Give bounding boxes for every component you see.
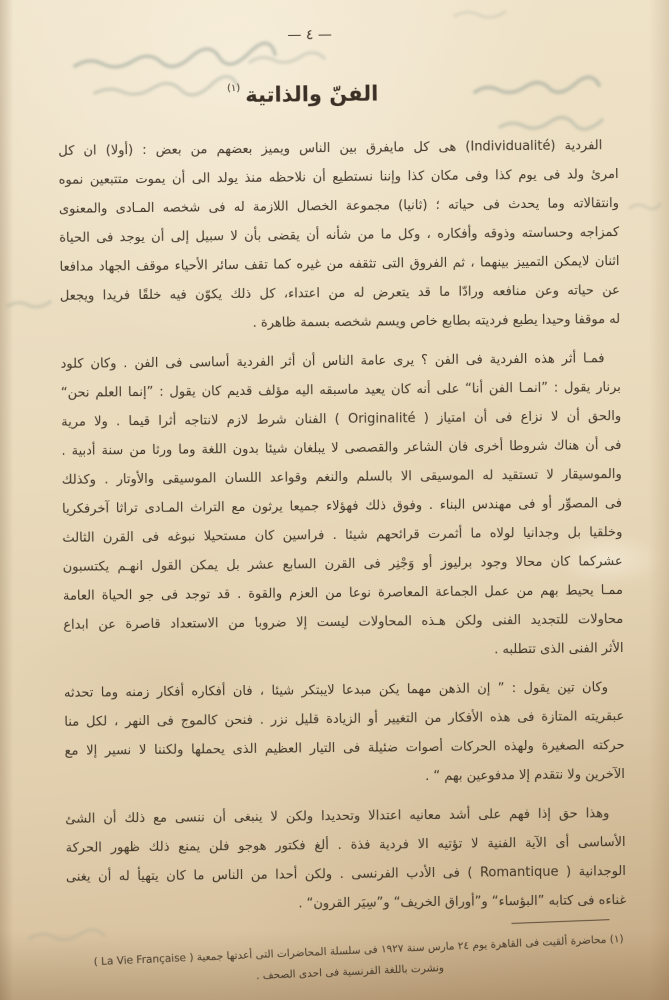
text-line: فى أن هناك شروطا أخرى فان الشاعر والقصصى لا يبلغان شيئا بدون اللغة وما ورثا من سنة أدبية .: [61, 437, 622, 459]
text-line: حركته الصغيرة ولهذه الحركات أصوات ضئيلة فى التيار العظيم الذى يحملها ولكننا لا نسير إلا مع: [64, 737, 625, 759]
text-line: غناءه فى كتابه ”البؤساء“ و”أوراق الخريف“ و”سِيَر القرون“ .: [298, 892, 627, 912]
text-line: محاولات للتجديد الفنى ولكن هـذه المحاولات ليست إلا ضروبا من الاستعداد قاصرة عن ابداع: [63, 611, 624, 633]
text-line: امرئ ولد فى يوم كذا وفى مكان كذا وإننا نستطيع أن نلاحظه منذ يولد الى أن يموت متتبعين نموه: [58, 167, 619, 188]
text-line: وكان تين يقول : ” إن الذهن مهما يكن مبدعا لايبتكر شيئا ، فان أفكاره أفكار زمنه وما تحدثه: [63, 680, 609, 701]
page-title-text: الفنّ والذاتية: [245, 81, 379, 107]
text-line: وخلقيا بل وجدانيا لولاه ما أثمرت قرائحهم شيئا . فراسين كان مستحيلا نبوغه فى القرن الثالث: [62, 524, 623, 546]
paragraph: [65, 799, 626, 921]
text-line: والموسيقار لا تستقيد له الموسيقى الا بالسلم والنغم وقواعد اللسان الموسيقى والأوتار . وكذلك: [61, 466, 622, 488]
text-line: عبقريته المتازة فى هذه الأفكار من التغيير أو الزيادة قليل نزر . فنحن كالموج فى النهر ، لكل منا: [64, 708, 625, 730]
paragraph: [64, 673, 625, 795]
body-text: [58, 131, 626, 931]
text-line: الأساسى أى الآية الفنية لا تؤتيه الا فردية فذة . ألغ فكتور هوجو فلن يمنع ذلك ظهور الحركة: [65, 834, 626, 856]
text-line: الأثر الفنى الذى تتطلبه .: [494, 640, 624, 658]
text-line: كمزاجه وحساسته وذوقه وأفكاره ، وكل ما من شأنه أن يقضى بأن لا سبيل إلى أن يوجد فى الحياة: [59, 225, 620, 246]
paragraph: [58, 131, 620, 340]
page-number: — ٤ —: [287, 27, 332, 44]
text-line: اثنان لايمكن التمييز بينهما ، ثم الفروق التى تثقفه من غيره كما تقف سائر الأحياء موقف الجهاد مدافعا: [59, 254, 620, 275]
text-line: وهذا حق إذا فهم على أشد معانيه اعتدالا وتحديدا ولكن لا ينبغى أن ننسى مع ذلك أن الشئ: [65, 806, 610, 827]
text-line: برنار يقول : ”انمـا الفن أنا“ على أنه كان يعيد ماسبقه اليه مؤلف قديم كان يقول : ”إنما العلم نحن“: [60, 379, 621, 401]
footnote-line: ونشرت باللغة الفرنسية فى احدى الصحف .: [255, 961, 445, 983]
title-footnote-marker: (١): [226, 82, 241, 95]
paragraph: [60, 344, 623, 669]
text-line: فى المصوِّر أو فى مهندس البناء . وفوق ذلك فهؤلاء جميعا يرثون مع التراث المـادى تراثا آخرفكريا: [62, 495, 623, 517]
text-line: وانتقالاته وما يحدث فى حياته ؛ (ثانيا) مجموعة الخصال اللازمة له فى شخصه المـادى والمعنوى: [58, 196, 619, 217]
footnote-line: (١) محاضرة ألقيت فى القاهرة يوم ٢٤ مارس سنة ١٩٢٧ فى سلسلة المحاضرات التى أعدتها جمعية ( La Vie Française ): [93, 933, 624, 969]
text-line: ممـا يحيط بهم من عمل الجماعة المعاصرة نوعا من العزم والقوة . قد توجد فى جو الحياة العامة: [62, 582, 624, 604]
text-line: الفردية (Individualité) هى كل مايفرق بين الناس ويميز بعضهم من بعض : (أولا) ان كل: [58, 138, 603, 159]
text-line: فمـا أثر هذه الفردية فى الفن ؟ يرى عامة الناس أن أثر الفردية أساسى فى الفن . وكان كلود: [60, 351, 605, 372]
text-line: له موقفا وحيدا يطبع فرديته بطابع خاص ويسم شخصه بسمة ظاهرة .: [252, 311, 621, 331]
text-line: والحق أن لا نزاع فى أن امتياز ( Originalité ) الفنان شرط لازم لانتاجه أثرا قيما . ولا مرية: [61, 408, 622, 430]
text-line: الوجدانية ( Romantique ) فى الأدب الفرنسى . ولكن أحدا من الناس ما كان يتهيأ له أن يغنى: [65, 863, 626, 885]
text-line: عن حياته وعن منافعه ورادّا ما قد يتعرض له من اعتداء، كل ذلك يكوّن فيه خلقًا فريدا ويجعل: [59, 283, 620, 304]
text-line: عشركما كان محالا وجود برليوز أو وَجْنِر فى القرن السابع عشر بل يمكن القول انهـم يكتسبون: [62, 553, 623, 575]
text-line: الآخرين ولا نتقدم إلا مدفوعين بهم “ .: [425, 766, 625, 785]
page-title: [0, 79, 610, 109]
